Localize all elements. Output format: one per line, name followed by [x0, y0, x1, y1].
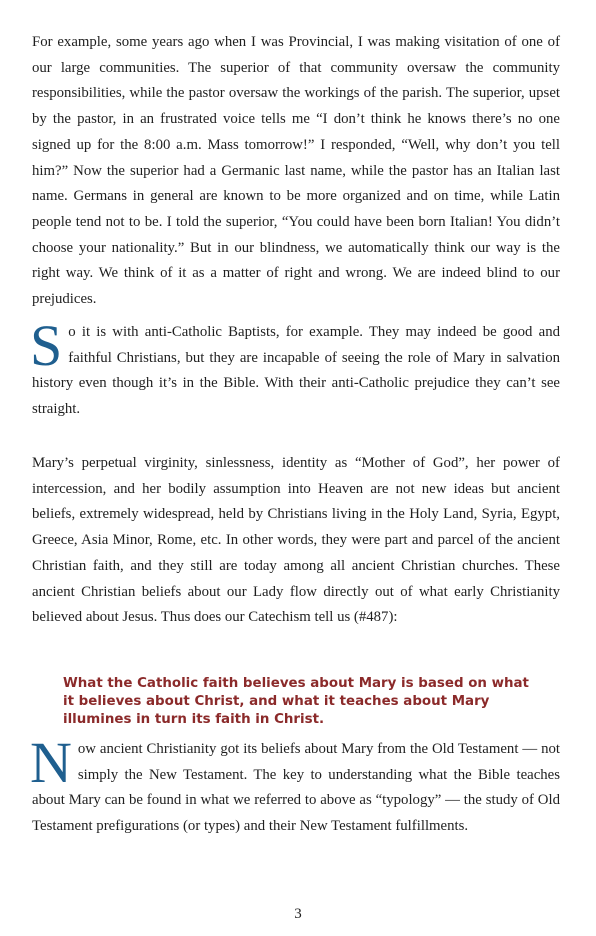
catechism-quote: What the Catholic faith believes about Mary is based on what it believes about Christ, and what it teaches about Mary illumines in turn its faith in Christ. — [63, 676, 529, 727]
drop-cap-n: N — [30, 730, 72, 795]
paragraph-provincial-anecdote: For example, some years ago when I was Provincial, I was making visitation of one of our large communities. The superior of that community oversaw the community responsibilities, while the pastor oversaw the workings of the parish. The superior, upset by the pastor, in an frustrated voice tells me “I don’t think he knows there’s no one signed up for the 8:00 a.m. Mass tomorrow!” I responded, “Well, why don’t you tell him?” Now the superior had a Germanic last name, while the pastor has an Italian last name. Germans in general are known to be more organized and on time, while Latin people tend not to be. I told the superior, “You could have been born Italian! You didn’t choose your nationality.” But in our blindness, we automatically think our way is the right way. We think of it as a matter of right and wrong. We are indeed blind to our prejudices. — [32, 34, 560, 308]
drop-cap-s: S — [30, 313, 63, 378]
paragraph-marian-beliefs: Mary’s perpetual virginity, sinlessness, identity as “Mother of God”, her power of intercession, and her bodily assumption into Heaven are not new ideas but ancient beliefs, extremely widespread, held by Christians living in the Holy Land, Syria, Egypt, Greece, Asia Minor, Rome, etc. In other words, they were part and parcel of the ancient Christian faith, and they still are today among all ancient Christian churches. These ancient Christian beliefs about our Lady flow directly out of what early Christianity believed about Jesus. Thus does our Catechism tell us (#487): — [32, 455, 560, 626]
paragraph-text: o it is with anti-Catholic Baptists, for example. They may indeed be good and faithful Christians, but they are incapable of seeing the role of Mary in salvation history even though it’s in the Bible. With their anti-Catholic prejudice they can’t see straight. — [32, 324, 560, 418]
page-number: 3 — [294, 906, 302, 922]
paragraph-text: ow ancient Christianity got its beliefs about Mary from the Old Testament — not simply the New Testament. The key to understanding what the Bible teaches about Mary can be found in what we referred to above as “typology” — the study of Old Testament prefigurations (or types) and their New Testament fulfillments. — [32, 741, 560, 835]
paragraph-typology — [30, 730, 560, 840]
paragraph-anti-catholic-baptists — [30, 313, 560, 423]
